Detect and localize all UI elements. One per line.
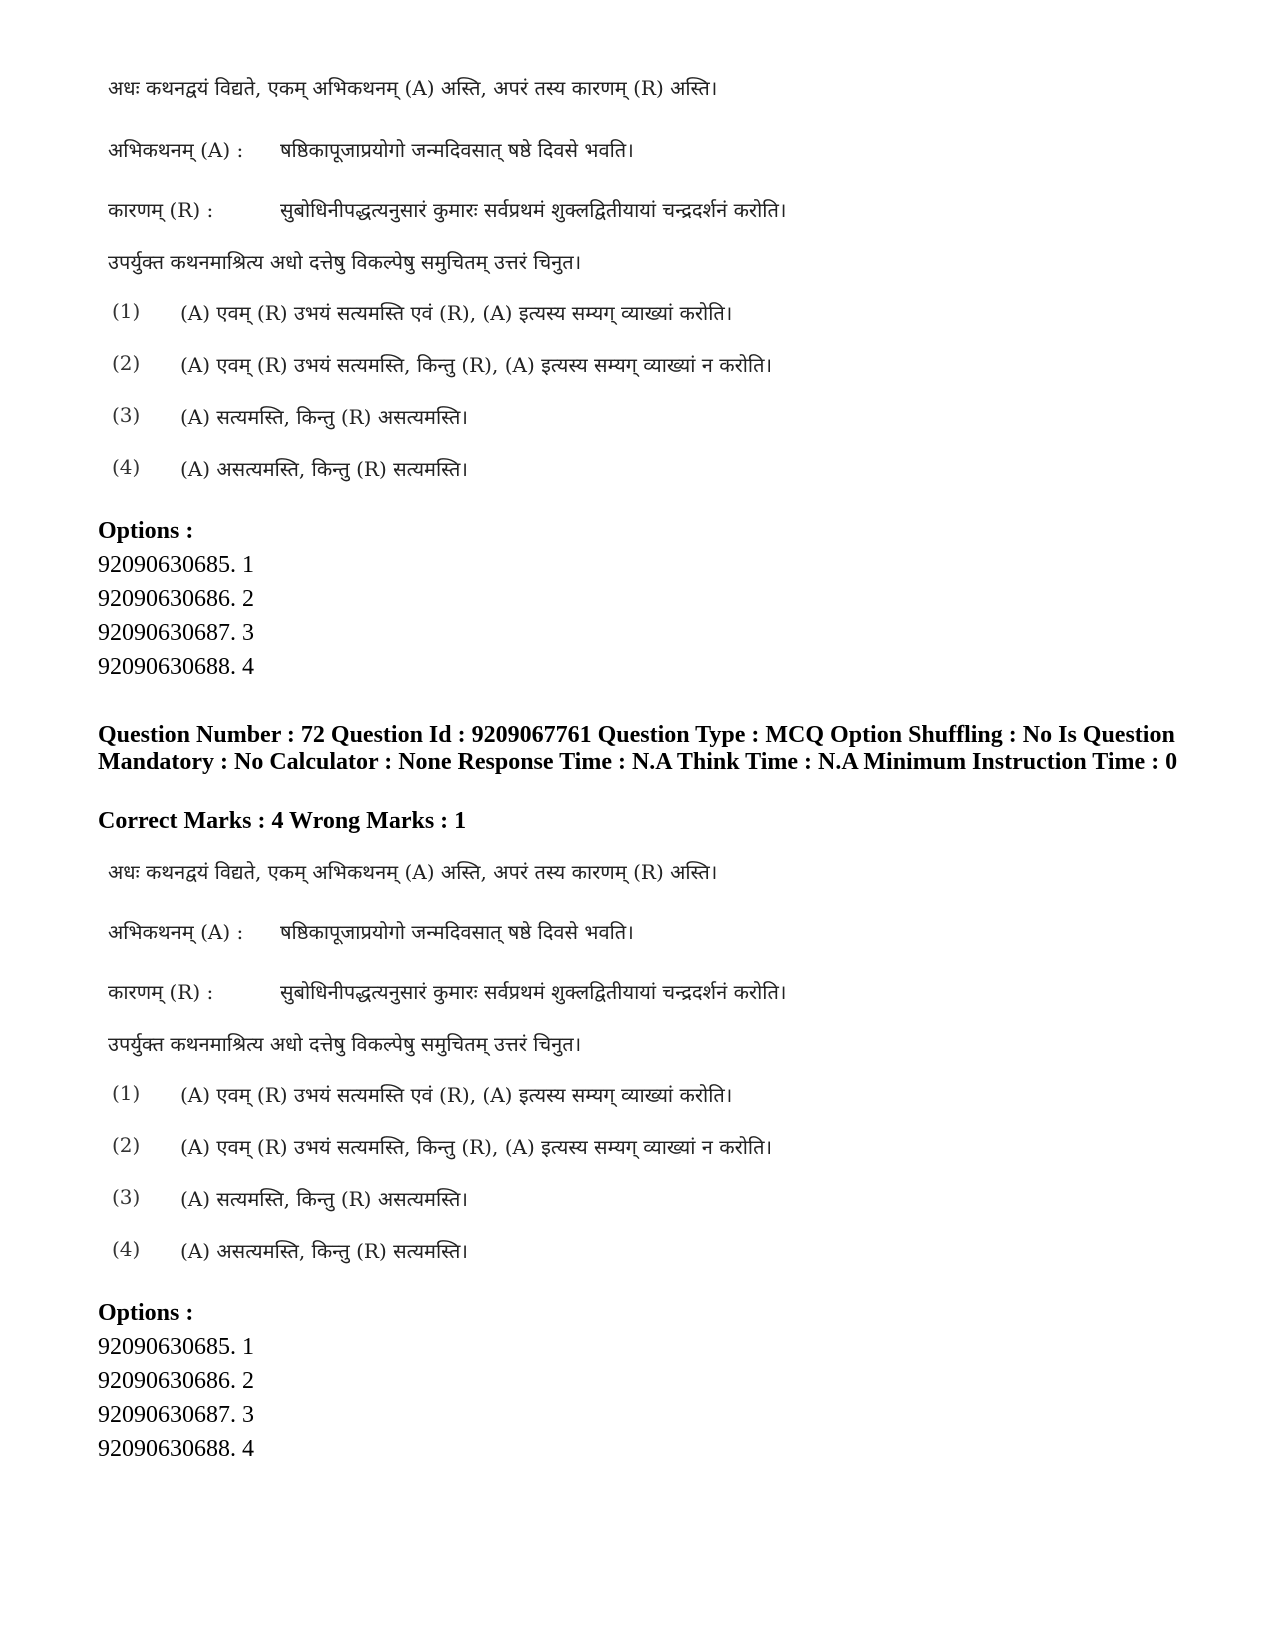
choice-number: (4) — [112, 1237, 141, 1261]
choice-text: (A) असत्यमस्ति, किन्तु (R) सत्यमस्ति। — [180, 457, 468, 481]
question-scan-1 — [108, 70, 868, 490]
choice-text: (A) सत्यमस्ति, किन्तु (R) असत्यमस्ति। — [180, 405, 468, 429]
reason-text: सुबोधिनीपद्धत्यनुसारं कुमारः सर्वप्रथमं शुक्लद्वितीयायां चन्द्रदर्शनं करोति। — [280, 980, 787, 1004]
assertion-text: षष्ठिकापूजाप्रयोगो जन्मदिवसात् षष्ठे दिवसे भवति। — [280, 138, 634, 162]
options-list-1 — [98, 514, 254, 684]
scan-instruction: उपर्युक्त कथनमाश्रित्य अधो दत्तेषु विकल्पेषु समुचितम् उत्तरं चिनुत। — [108, 1032, 582, 1056]
choice-number: (3) — [112, 1185, 141, 1209]
assertion-text: षष्ठिकापूजाप्रयोगो जन्मदिवसात् षष्ठे दिवसे भवति। — [280, 920, 634, 944]
option-item: 92090630686. 2 — [98, 586, 254, 612]
reason-text: सुबोधिनीपद्धत्यनुसारं कुमारः सर्वप्रथमं शुक्लद्वितीयायां चन्द्रदर्शनं करोति। — [280, 198, 787, 222]
choice-number: (3) — [112, 403, 141, 427]
choice-number: (4) — [112, 455, 141, 479]
scan-intro: अधः कथनद्वयं विद्यते, एकम् अभिकथनम् (A) अस्ति, अपरं तस्य कारणम् (R) अस्ति। — [108, 860, 718, 884]
option-item: 92090630685. 1 — [98, 1334, 254, 1360]
question-marks: Correct Marks : 4 Wrong Marks : 1 — [98, 808, 467, 834]
option-item: 92090630687. 3 — [98, 1402, 254, 1428]
option-item: 92090630685. 1 — [98, 552, 254, 578]
option-item: 92090630688. 4 — [98, 1436, 254, 1462]
options-list-2 — [98, 1296, 254, 1466]
choice-number: (2) — [112, 1133, 141, 1157]
option-item: 92090630687. 3 — [98, 620, 254, 646]
option-item: 92090630688. 4 — [98, 654, 254, 680]
options-heading: Options : — [98, 1300, 194, 1326]
choice-text: (A) एवम् (R) उभयं सत्यमस्ति, किन्तु (R), (A) इत्यस्य सम्यग् व्याख्यां न करोति। — [180, 1135, 773, 1159]
choice-number: (1) — [112, 1081, 141, 1105]
reason-label: कारणम् (R) : — [108, 198, 214, 222]
choice-text: (A) सत्यमस्ति, किन्तु (R) असत्यमस्ति। — [180, 1187, 468, 1211]
choice-text: (A) असत्यमस्ति, किन्तु (R) सत्यमस्ति। — [180, 1239, 468, 1263]
options-heading: Options : — [98, 518, 194, 544]
choice-text: (A) एवम् (R) उभयं सत्यमस्ति एवं (R), (A) इत्यस्य सम्यग् व्याख्यां करोति। — [180, 301, 733, 325]
question-scan-2 — [108, 854, 868, 1274]
question-metadata: Question Number : 72 Question Id : 9209067761 Question Type : MCQ Option Shuffling : No Is Question Mandatory : No Calculator : None Response Time : N.A Think Time : N.A Minimum Instruction Time : 0 — [98, 722, 1178, 775]
option-item: 92090630686. 2 — [98, 1368, 254, 1394]
assertion-label: अभिकथनम् (A) : — [108, 920, 244, 944]
reason-label: कारणम् (R) : — [108, 980, 214, 1004]
scan-intro: अधः कथनद्वयं विद्यते, एकम् अभिकथनम् (A) अस्ति, अपरं तस्य कारणम् (R) अस्ति। — [108, 76, 718, 100]
assertion-label: अभिकथनम् (A) : — [108, 138, 244, 162]
choice-number: (2) — [112, 351, 141, 375]
choice-text: (A) एवम् (R) उभयं सत्यमस्ति, किन्तु (R), (A) इत्यस्य सम्यग् व्याख्यां न करोति। — [180, 353, 773, 377]
scan-instruction: उपर्युक्त कथनमाश्रित्य अधो दत्तेषु विकल्पेषु समुचितम् उत्तरं चिनुत। — [108, 250, 582, 274]
choice-text: (A) एवम् (R) उभयं सत्यमस्ति एवं (R), (A) इत्यस्य सम्यग् व्याख्यां करोति। — [180, 1083, 733, 1107]
choice-number: (1) — [112, 299, 141, 323]
